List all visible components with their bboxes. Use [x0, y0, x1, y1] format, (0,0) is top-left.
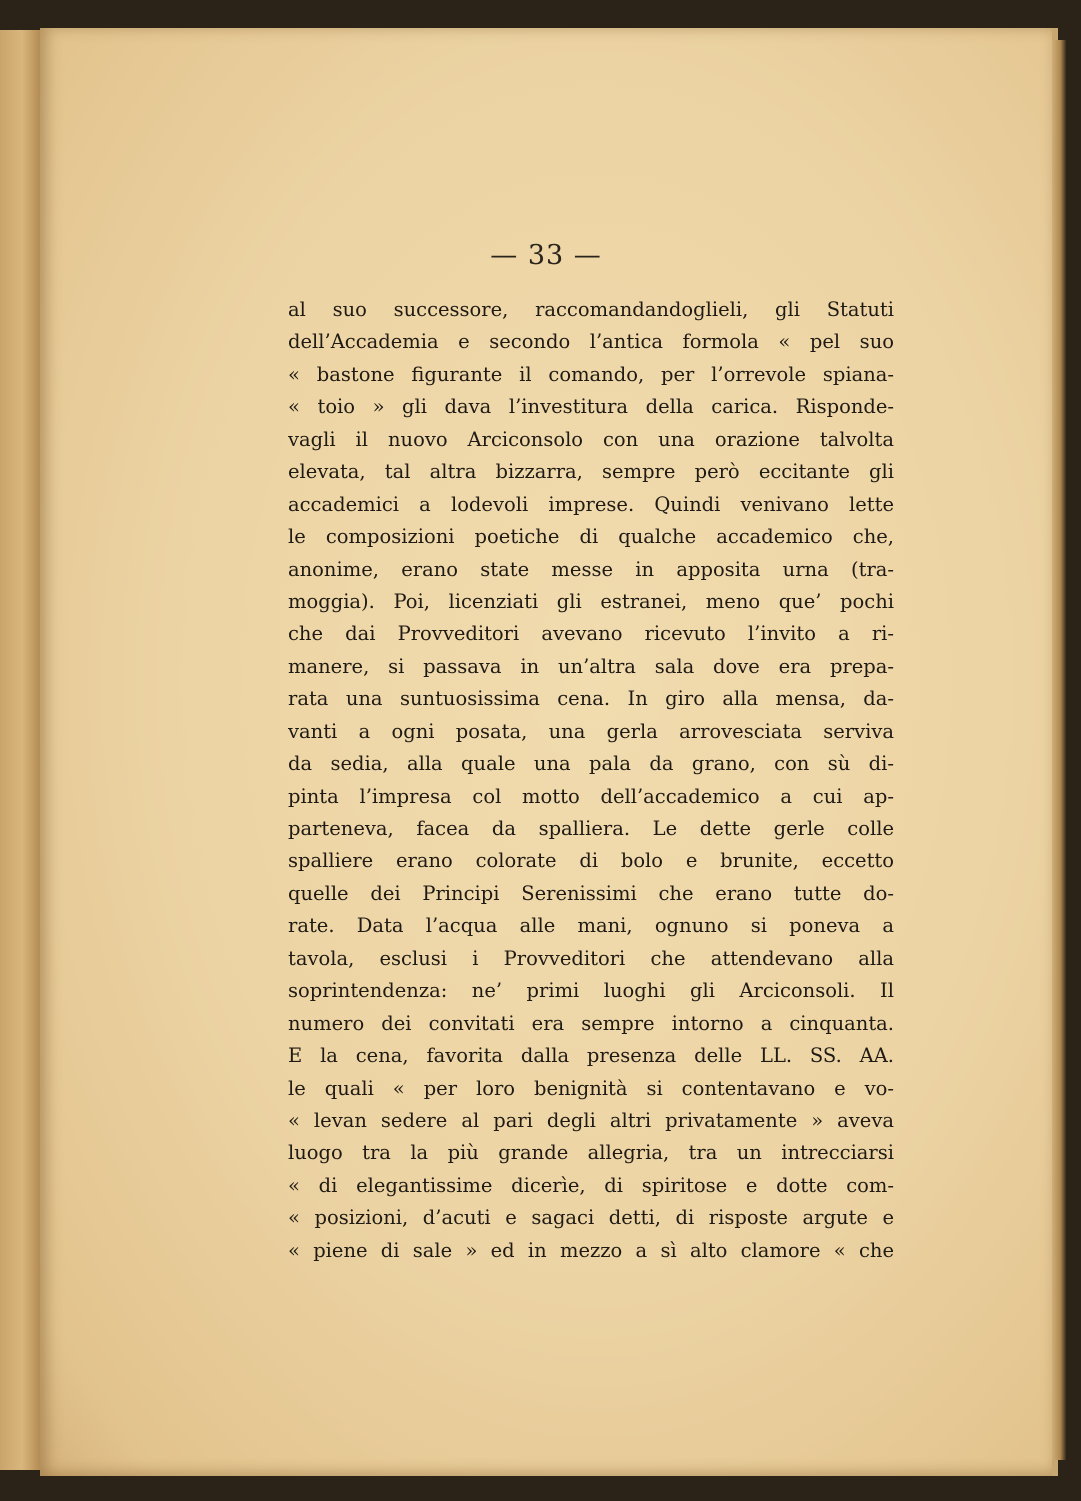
text-line: vagli il nuovo Arciconsolo con una orazione talvolta	[288, 427, 894, 451]
text-line: quelle dei Principi Serenissimi che erano tutte do-	[288, 881, 894, 905]
text-line: luogo tra la più grande allegria, tra un intrecciarsi	[288, 1141, 894, 1165]
text-line: « posizioni, d’acuti e sagaci detti, di risposte argute e	[288, 1206, 894, 1230]
book-page	[40, 28, 1058, 1476]
text-line: manere, si passava in un’altra sala dove era prepa-	[288, 654, 894, 678]
text-line: « di elegantissime dicerìe, di spiritose e dotte com-	[288, 1173, 894, 1197]
text-line: rata una suntuosissima cena. In giro alla mensa, da-	[288, 687, 894, 711]
text-line: le quali « per loro benignità si contentavano e vo-	[288, 1076, 894, 1100]
text-line: accademici a lodevoli imprese. Quindi venivano lette	[288, 492, 894, 516]
text-line: pinta l’impresa col motto dell’accademico a cui ap-	[288, 784, 894, 808]
text-line: E la cena, favorita dalla presenza delle LL. SS. AA.	[288, 1044, 894, 1068]
text-line: che dai Provveditori avevano ricevuto l’invito a ri-	[288, 622, 894, 646]
facing-page-edge	[0, 30, 42, 1470]
text-line: le composizioni poetiche di qualche accademico che,	[288, 525, 894, 549]
text-line: parteneva, facea da spalliera. Le dette gerle colle	[288, 817, 894, 840]
text-line: anonime, erano state messe in apposita urna (tra-	[288, 557, 894, 581]
text-line: tavola, esclusi i Provveditori che attendevano alla	[288, 946, 894, 970]
text-line: « levan sedere al pari degli altri privatamente » aveva	[288, 1108, 894, 1132]
text-line: elevata, tal altra bizzarra, sempre però eccitante gli	[288, 460, 894, 484]
text-line: « bastone figurante il comando, per l’orrevole spiana-	[288, 362, 894, 386]
text-line: al suo successore, raccomandandoglieli, gli Statuti	[288, 298, 894, 321]
text-line: da sedia, alla quale una pala da grano, con sù di-	[288, 752, 894, 776]
text-line: « toio » gli dava l’investitura della carica. Risponde-	[288, 395, 894, 419]
text-line: rate. Data l’acqua alle mani, ognuno si poneva a	[288, 914, 894, 938]
text-line: moggia). Poi, licenziati gli estranei, meno que’ pochi	[288, 589, 894, 613]
page-fore-edge	[1052, 40, 1066, 1460]
body-text	[288, 294, 894, 1267]
text-line: « piene di sale » ed in mezzo a sì alto clamore « che	[288, 1238, 894, 1262]
text-line: spalliere erano colorate di bolo e brunite, eccetto	[288, 849, 894, 873]
text-line: numero dei convitati era sempre intorno a cinquanta.	[288, 1011, 894, 1035]
page-number: — 33 —	[490, 240, 602, 271]
text-line: dell’Accademia e secondo l’antica formola « pel suo	[288, 330, 894, 354]
text-line: soprintendenza: ne’ primi luoghi gli Arciconsoli. Il	[288, 979, 894, 1003]
text-line: vanti a ogni posata, una gerla arrovesciata serviva	[288, 719, 894, 743]
